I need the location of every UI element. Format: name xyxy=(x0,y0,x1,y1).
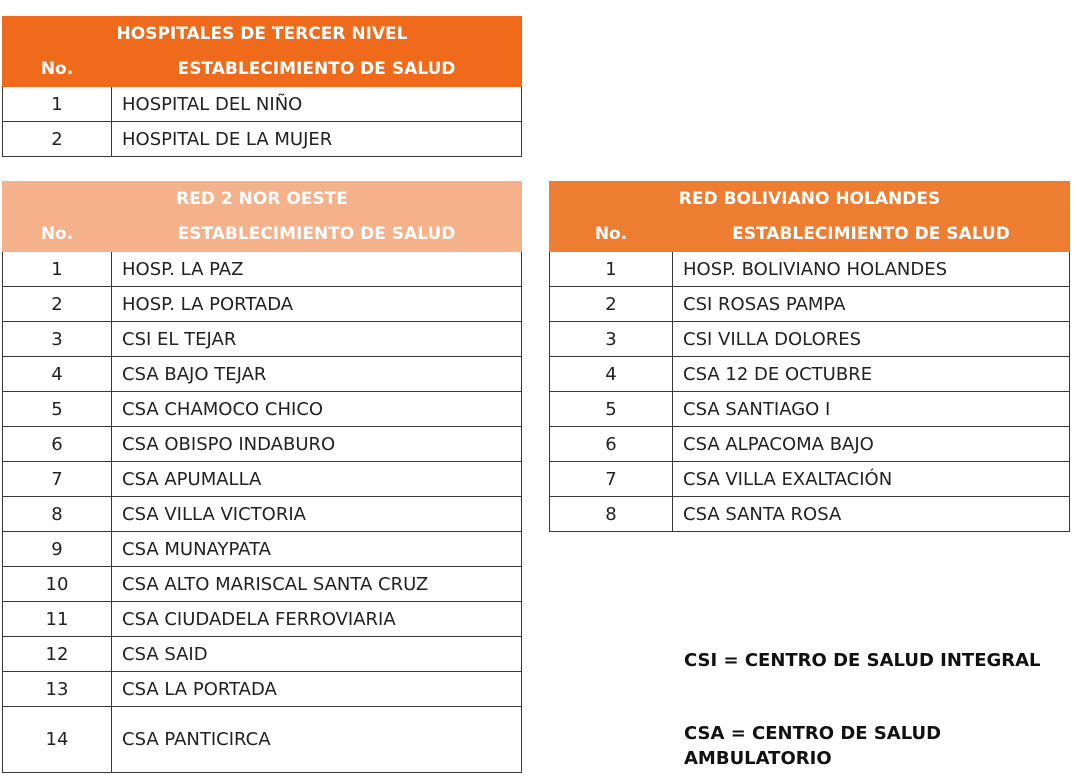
establishment-name: HOSPITAL DE LA MUJER xyxy=(112,122,522,157)
row-number: 4 xyxy=(3,357,112,392)
legend-csa-line1: CSA = CENTRO DE SALUD xyxy=(684,723,942,744)
table-row xyxy=(550,287,1070,322)
table-row xyxy=(3,87,522,122)
row-number: 14 xyxy=(3,707,112,773)
table-row xyxy=(3,427,522,462)
table-row xyxy=(550,252,1070,287)
table-row xyxy=(3,322,522,357)
row-number: 6 xyxy=(550,427,673,462)
row-number: 2 xyxy=(550,287,673,322)
table-row xyxy=(550,392,1070,427)
establishment-name: CSA SAID xyxy=(112,637,522,672)
row-number: 7 xyxy=(3,462,112,497)
table-row xyxy=(3,602,522,637)
table-row xyxy=(3,567,522,602)
establishment-name: CSI VILLA DOLORES xyxy=(673,322,1070,357)
establishment-name: CSA PANTICIRCA xyxy=(112,707,522,773)
table-row xyxy=(3,287,522,322)
row-number: 6 xyxy=(3,427,112,462)
establishment-name: CSA VILLA EXALTACIÓN xyxy=(673,462,1070,497)
hospitales-title: HOSPITALES DE TERCER NIVEL xyxy=(3,17,522,52)
establishment-name: CSA SANTIAGO I xyxy=(673,392,1070,427)
establishment-name: CSA OBISPO INDABURO xyxy=(112,427,522,462)
table-row xyxy=(3,532,522,567)
row-number: 1 xyxy=(550,252,673,287)
establishment-name: CSA CIUDADELA FERROVIARIA xyxy=(112,602,522,637)
table-row xyxy=(550,357,1070,392)
table-row xyxy=(3,357,522,392)
establishment-name: CSA VILLA VICTORIA xyxy=(112,497,522,532)
table-row xyxy=(3,637,522,672)
row-number: 1 xyxy=(3,252,112,287)
establishment-name: CSA 12 DE OCTUBRE xyxy=(673,357,1070,392)
table-row xyxy=(550,462,1070,497)
row-number: 2 xyxy=(3,287,112,322)
legend-csa-line2: AMBULATORIO xyxy=(684,748,832,769)
establishment-name: HOSP. LA PAZ xyxy=(112,252,522,287)
table-row xyxy=(3,707,522,773)
row-number: 1 xyxy=(3,87,112,122)
table-row xyxy=(550,427,1070,462)
row-number: 8 xyxy=(550,497,673,532)
establishment-name: CSI ROSAS PAMPA xyxy=(673,287,1070,322)
establishment-name: CSA SANTA ROSA xyxy=(673,497,1070,532)
table-row xyxy=(550,322,1070,357)
hospitales-body xyxy=(3,17,522,157)
establishment-name: HOSP. BOLIVIANO HOLANDES xyxy=(673,252,1070,287)
hospitales-col-no: No. xyxy=(3,52,112,87)
row-number: 3 xyxy=(550,322,673,357)
establishment-name: CSI EL TEJAR xyxy=(112,322,522,357)
establishment-name: HOSP. LA PORTADA xyxy=(112,287,522,322)
establishment-name: CSA MUNAYPATA xyxy=(112,532,522,567)
hospitales-table xyxy=(2,16,522,157)
table-row xyxy=(3,392,522,427)
row-number: 4 xyxy=(550,357,673,392)
row-number: 10 xyxy=(3,567,112,602)
red2-table xyxy=(2,181,522,773)
establishment-name: CSA ALTO MARISCAL SANTA CRUZ xyxy=(112,567,522,602)
establishment-name: CSA LA PORTADA xyxy=(112,672,522,707)
row-number: 3 xyxy=(3,322,112,357)
red2-body xyxy=(3,182,522,773)
row-number: 11 xyxy=(3,602,112,637)
row-number: 7 xyxy=(550,462,673,497)
establishment-name: CSA APUMALLA xyxy=(112,462,522,497)
row-number: 9 xyxy=(3,532,112,567)
table-row xyxy=(3,122,522,157)
table-row xyxy=(3,672,522,707)
red-bh-body xyxy=(550,182,1070,532)
row-number: 5 xyxy=(3,392,112,427)
legend-csa xyxy=(684,721,941,771)
hospitales-col-name: ESTABLECIMIENTO DE SALUD xyxy=(112,52,522,87)
red-bh-table xyxy=(549,181,1070,532)
establishment-name: CSA CHAMOCO CHICO xyxy=(112,392,522,427)
establishment-name: CSA ALPACOMA BAJO xyxy=(673,427,1070,462)
row-number: 2 xyxy=(3,122,112,157)
table-row xyxy=(3,462,522,497)
establishment-name: HOSPITAL DEL NIÑO xyxy=(112,87,522,122)
table-row xyxy=(3,497,522,532)
table-row xyxy=(3,252,522,287)
row-number: 13 xyxy=(3,672,112,707)
red-bh-col-no: No. xyxy=(550,217,673,252)
red2-col-name: ESTABLECIMIENTO DE SALUD xyxy=(112,217,522,252)
red2-col-no: No. xyxy=(3,217,112,252)
red2-title: RED 2 NOR OESTE xyxy=(3,182,522,217)
legend-csi: CSI = CENTRO DE SALUD INTEGRAL xyxy=(684,650,1041,671)
row-number: 5 xyxy=(550,392,673,427)
row-number: 8 xyxy=(3,497,112,532)
table-row xyxy=(550,497,1070,532)
row-number: 12 xyxy=(3,637,112,672)
red-bh-title: RED BOLIVIANO HOLANDES xyxy=(550,182,1070,217)
red-bh-col-name: ESTABLECIMIENTO DE SALUD xyxy=(673,217,1070,252)
establishment-name: CSA BAJO TEJAR xyxy=(112,357,522,392)
